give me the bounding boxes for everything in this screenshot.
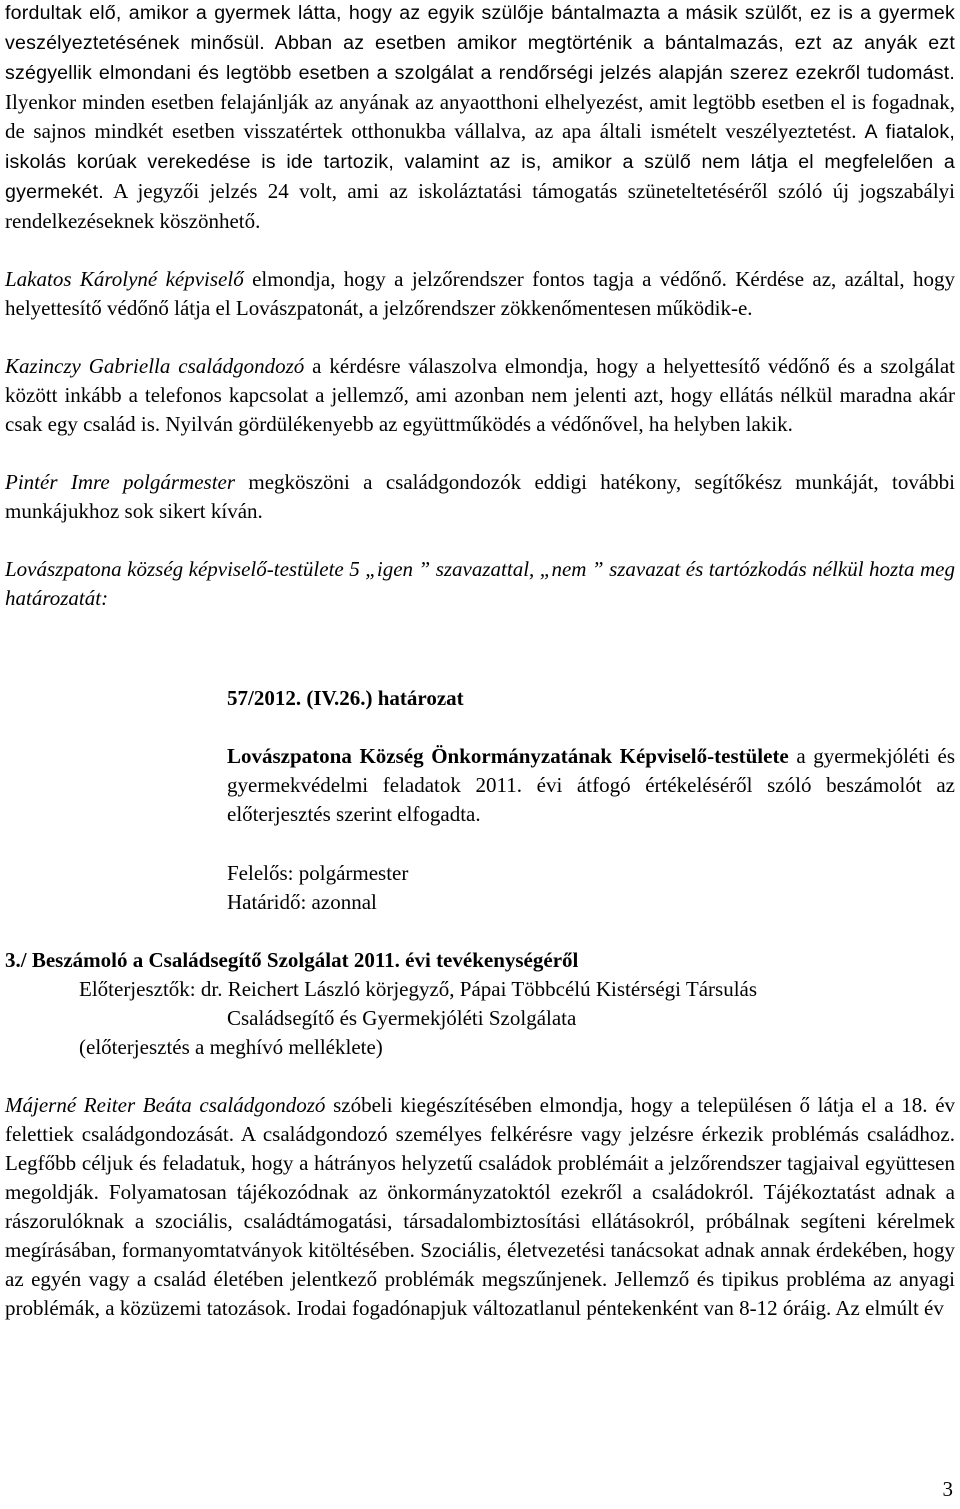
resolution-body-rest: a gyermekjóléti és gyermekvédelmi feladatok 2011. évi átfogó értékeléséről szóló beszámolót az előterjesztés szerint elfogadta. xyxy=(227,744,955,826)
lakatos-text-2: Kérdése az, azáltal, hogy helyettesítő védőnő látja el Lovászpatonát, a jelzőrendszer zökkenőmentesen működik-e. xyxy=(5,267,955,320)
pinter-speaker: Pintér Imre polgármester xyxy=(5,470,236,494)
section-title: 3./ Beszámoló a Családsegítő Szolgálat 2011. évi tevékenységéről xyxy=(5,948,579,972)
intro-sentence-3: A fiatalok, iskolás korúak verekedése is ide tartozik, valamint az is, amikor a szülő nem látja el megfelelően a gyermekét. xyxy=(5,121,955,203)
resolution-text xyxy=(227,742,955,829)
kazinczy-text-1: a kérdésre válaszolva elmondja, hogy a helyettesítő védőnő és a szolgálat között inkább a telefonos kapcsolat a jellemző, ami azonban nem jelenti azt, hogy ellátás nélkül maradna akár csak egy család is. xyxy=(5,354,955,436)
lakatos-text-1: elmondja, hogy a jelzőrendszer fontos tagja a védőnő. xyxy=(243,267,727,291)
kazinczy-paragraph xyxy=(5,352,955,439)
intro-paragraph xyxy=(5,0,955,236)
vote-paragraph xyxy=(5,555,955,613)
lakatos-speaker: Lakatos Károlyné képviselő xyxy=(5,267,244,291)
presenters-line-2: Családsegítő és Gyermekjóléti Szolgálata xyxy=(227,1006,577,1030)
presenters-line-1: Előterjesztők: dr. Reichert László körjegyző, Pápai Többcélú Kistérségi Társulás xyxy=(79,977,758,1001)
majerne-speaker: Májerné Reiter Beáta családgondozó xyxy=(5,1093,326,1117)
intro-sentence-4: A jegyzői jelzés 24 volt, ami az iskoláztatási támogatás szüneteltetéséről szóló új jogszabályi rendelkezéseknek köszönhető. xyxy=(5,179,955,233)
majerne-paragraph xyxy=(5,1091,955,1323)
attachment-note: (előterjesztés a meghívó melléklete) xyxy=(79,1035,383,1059)
lakatos-paragraph xyxy=(5,265,955,323)
kazinczy-speaker: Kazinczy Gabriella családgondozó xyxy=(5,354,305,378)
intro-sentence-1: fordultak elő, amikor a gyermek látta, hogy az egyik szülője bántalmazta a másik szülőt, ez is a gyermek veszélyeztetésének minősül. Abban az esetben amikor megtörténik a bántalmazás, ezt az anyák ezt szégyellik elmondani és legtöbb esetben a szolgálat a rendőrségi jelzés alapján szerez ezekről tudomást. xyxy=(5,2,955,84)
kazinczy-text-2: Nyilván gördülékenyebb az együttműködés a védőnővel, ha helyben lakik. xyxy=(160,412,793,436)
document-page xyxy=(5,0,955,1323)
pinter-text: megköszöni a családgondozók eddigi hatékony, segítőkész munkáját, további munkájukhoz sok sikert kíván. xyxy=(5,470,956,523)
vote-text: Lovászpatona község képviselő-testülete 5 „igen ” szavazattal, „nem ” szavazat és tartózkodás nélkül hozta meg határozatát: xyxy=(5,557,955,610)
resolution-body-bold: Lovászpatona Község Önkormányzatának Képviselő-testülete xyxy=(227,744,789,768)
page-number: 3 xyxy=(942,1477,953,1501)
resolution-responsible: Felelős: polgármester xyxy=(227,861,409,885)
intro-sentence-2: Ilyenkor minden esetben felajánlják az anyának az anyaotthoni elhelyezést, amit legtöbb esetben el is fogadnak, de sajnos mindkét esetben visszatértek otthonukba vállalva, az apa általi ismételt veszélyeztetést. xyxy=(5,90,955,143)
resolution-deadline: Határidő: azonnal xyxy=(227,890,377,914)
resolution-number: 57/2012. (IV.26.) határozat xyxy=(227,686,464,710)
majerne-text: szóbeli kiegészítésében elmondja, hogy a településen ő látja el a 18. év felettiek családgondozását. A családgondozó személyes felkérésre vagy jelzésre érkezik problémás családhoz. Legfőbb céljuk és feladatuk, hogy a hátrányos helyzetű családok problémáit a jelzőrendszer tagjaival együttesen megoldják. Folyamatosan tájékozódnak az önkormányzatoktól ezekről a családokról. Tájékoztatást adnak a rászorulóknak a szociális, családtámogatási, társadalombiztosítási ellátásokról, próbálnak segíteni kérelmek megírásában, formanyomtatványok kitöltésében. Szociális, életvezetési tanácsokat adnak annak érdekében, hogy az egyén vagy a család életében jelentkező problémák megszűnjenek. Jellemző és tipikus probléma az anyagi problémák, a közüzemi tatozások. Irodai fogadónapjuk változatlanul péntekenként van 8-12 óráig. Az elmúlt év xyxy=(5,1093,956,1320)
pinter-paragraph xyxy=(5,468,955,526)
resolution-block xyxy=(227,684,955,917)
